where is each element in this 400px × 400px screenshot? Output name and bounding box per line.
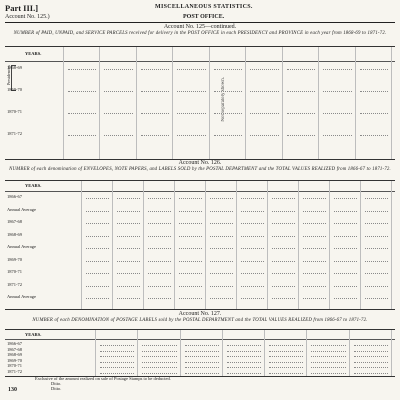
header-rule xyxy=(5,22,395,23)
table2-row-label: 1868-69 xyxy=(7,231,22,237)
table3-column-rule xyxy=(264,330,265,376)
table2-illegible-cell xyxy=(179,298,202,299)
table1-column-rule xyxy=(209,47,210,159)
table2-illegible-cell xyxy=(241,248,264,249)
table2-column-rule xyxy=(329,181,330,309)
table2-account: Account No. 126. xyxy=(178,160,222,166)
table3-illegible-cell xyxy=(142,356,176,357)
table2-illegible-cell xyxy=(241,223,264,224)
table3-illegible-cell xyxy=(269,351,303,352)
table2-illegible-cell xyxy=(86,211,109,212)
footnote-1: Exclusive of the amount realized on sale of Postage Stamps to be deducted. xyxy=(35,376,171,381)
table3-caption xyxy=(5,311,395,324)
table1-illegible-cell xyxy=(250,135,278,136)
table1-column-rule xyxy=(63,47,64,159)
table2-illegible-cell xyxy=(117,236,140,237)
footnote-3: Ditto. xyxy=(51,386,62,391)
table2-illegible-cell xyxy=(117,261,140,262)
table2-illegible-cell xyxy=(365,248,388,249)
table2-row-label: Annual Average xyxy=(7,294,37,299)
table3-illegible-cell xyxy=(354,373,388,374)
table3-year-header: YEARS. xyxy=(25,332,42,337)
table3-row-label: 1870-71 xyxy=(7,363,22,369)
table1-illegible-cell xyxy=(250,113,278,114)
table2-row-label: 1867-68 xyxy=(7,219,22,224)
table3-illegible-cell xyxy=(227,367,261,368)
table3-row-label: 1871-72 xyxy=(7,369,22,374)
table2-year-header: YEARS. xyxy=(25,183,42,188)
table2-illegible-cell xyxy=(210,286,233,287)
table3-illegible-cell xyxy=(185,362,219,363)
table2-illegible-cell xyxy=(303,236,326,237)
table1-illegible-cell xyxy=(104,91,132,92)
table1-illegible-cell xyxy=(68,91,96,92)
table2-illegible-cell xyxy=(148,198,171,199)
table2-illegible-cell xyxy=(241,298,264,299)
table2-illegible-cell xyxy=(303,273,326,274)
table3-title: NUMBER of each DENOMINATION of POSTAGE LABELS sold by the POSTAL DEPARTMENT and the TOTAL VALUES REALIZED from 1866-67 to 1871-72. xyxy=(32,317,368,323)
table2-illegible-cell xyxy=(86,198,109,199)
table1-illegible-cell xyxy=(177,135,205,136)
table2-column-rule xyxy=(298,181,299,309)
table2-illegible-cell xyxy=(117,273,140,274)
table3-illegible-cell xyxy=(100,356,134,357)
table2-illegible-cell xyxy=(303,261,326,262)
table1-illegible-cell xyxy=(250,69,278,70)
table2-column-rule xyxy=(391,181,392,309)
table1-illegible-cell xyxy=(360,69,388,70)
table1-caption xyxy=(5,24,395,37)
table2-illegible-cell xyxy=(365,211,388,212)
table2-illegible-cell xyxy=(334,248,357,249)
table3-illegible-cell xyxy=(100,345,134,346)
table3-illegible-cell xyxy=(269,345,303,346)
table3-illegible-cell xyxy=(185,367,219,368)
table1-column-rule xyxy=(282,47,283,159)
table3-illegible-cell xyxy=(354,351,388,352)
table1-rotated-note: Not separately shown. xyxy=(221,77,226,122)
table2-illegible-cell xyxy=(179,261,202,262)
table1-column-rule xyxy=(355,47,356,159)
table2-illegible-cell xyxy=(86,261,109,262)
table2-illegible-cell xyxy=(117,298,140,299)
table1-illegible-cell xyxy=(287,69,315,70)
table2-header-row xyxy=(5,181,395,192)
table2-illegible-cell xyxy=(148,248,171,249)
table1-row-label: 1871-72 xyxy=(7,131,22,136)
table2-illegible-cell xyxy=(365,286,388,287)
table1-illegible-cell xyxy=(177,69,205,70)
table2-illegible-cell xyxy=(334,298,357,299)
table3-illegible-cell xyxy=(185,345,219,346)
table1-illegible-cell xyxy=(287,113,315,114)
table2-illegible-cell xyxy=(179,236,202,237)
table2-illegible-cell xyxy=(303,298,326,299)
table2-column-rule xyxy=(236,181,237,309)
footnote-2: Ditto. xyxy=(51,381,62,386)
table3-illegible-cell xyxy=(269,362,303,363)
table3-row-label: 1868-69 xyxy=(7,352,22,358)
table1-illegible-cell xyxy=(360,135,388,136)
table2-illegible-cell xyxy=(148,273,171,274)
table1-illegible-cell xyxy=(68,69,96,70)
table2-illegible-cell xyxy=(334,198,357,199)
table1-title: NUMBER of PAID, UNPAID, and SERVICE PARCELS received for delivery in the POST OFFICE in each PRESIDENCY and PROVINCE in each year from 1868-69 to 1871-72. xyxy=(13,30,387,36)
table2-row-label: Annual Average xyxy=(7,244,37,249)
table2-illegible-cell xyxy=(148,211,171,212)
table2-illegible-cell xyxy=(117,223,140,224)
table2-illegible-cell xyxy=(334,236,357,237)
table3-column-rule xyxy=(306,330,307,376)
running-title: MISCELLANEOUS STATISTICS. xyxy=(155,4,253,10)
table2-illegible-cell xyxy=(334,261,357,262)
table2-illegible-cell xyxy=(272,298,295,299)
table2-row-label: 1870-71 xyxy=(7,269,22,274)
table2-illegible-cell xyxy=(303,248,326,249)
table2-illegible-cell xyxy=(272,273,295,274)
table1-illegible-cell xyxy=(68,135,96,136)
table3-illegible-cell xyxy=(354,362,388,363)
table2-illegible-cell xyxy=(86,273,109,274)
table2-illegible-cell xyxy=(365,223,388,224)
table3-column-rule xyxy=(391,330,392,376)
table2-illegible-cell xyxy=(272,286,295,287)
table3-illegible-cell xyxy=(269,373,303,374)
table2-illegible-cell xyxy=(334,211,357,212)
table1-illegible-cell xyxy=(323,135,351,136)
table3-row-label: 1866-67 xyxy=(7,341,22,346)
table1-illegible-cell xyxy=(323,91,351,92)
table2-illegible-cell xyxy=(179,273,202,274)
table3-illegible-cell xyxy=(311,356,345,357)
part-label: Part III.] xyxy=(5,3,39,13)
table2-illegible-cell xyxy=(179,211,202,212)
table1-illegible-cell xyxy=(214,69,242,70)
table1-illegible-cell xyxy=(214,113,242,114)
table1-row-label: 1869-70 xyxy=(7,87,22,92)
table3-illegible-cell xyxy=(142,367,176,368)
table3-illegible-cell xyxy=(311,367,345,368)
table2-illegible-cell xyxy=(86,298,109,299)
table2-illegible-cell xyxy=(117,248,140,249)
table3-illegible-cell xyxy=(142,345,176,346)
table3-column-rule xyxy=(95,330,96,376)
table2-illegible-cell xyxy=(210,223,233,224)
table1-row-label: 1868-69 xyxy=(7,65,22,70)
table1-illegible-cell xyxy=(141,113,169,114)
table2 xyxy=(5,180,395,310)
table2-illegible-cell xyxy=(210,261,233,262)
table3-column-rule xyxy=(349,330,350,376)
table1-illegible-cell xyxy=(104,135,132,136)
table1-illegible-cell xyxy=(323,69,351,70)
table3-account: Account No. 127. xyxy=(178,311,222,317)
table1-account: Account No. 125—continued. xyxy=(163,24,237,30)
table2-illegible-cell xyxy=(86,236,109,237)
table3-illegible-cell xyxy=(100,351,134,352)
table2-illegible-cell xyxy=(272,223,295,224)
table1-column-rule xyxy=(318,47,319,159)
table2-illegible-cell xyxy=(117,198,140,199)
table3-illegible-cell xyxy=(354,356,388,357)
table2-illegible-cell xyxy=(210,298,233,299)
table2-illegible-cell xyxy=(148,236,171,237)
table1-column-rule xyxy=(391,47,392,159)
table3-illegible-cell xyxy=(354,367,388,368)
table3-column-rule xyxy=(137,330,138,376)
table3-illegible-cell xyxy=(227,356,261,357)
table2-illegible-cell xyxy=(365,261,388,262)
table1-illegible-cell xyxy=(250,91,278,92)
table2-illegible-cell xyxy=(365,273,388,274)
table3-illegible-cell xyxy=(311,351,345,352)
table2-illegible-cell xyxy=(86,223,109,224)
table2-illegible-cell xyxy=(303,286,326,287)
table1-column-rule xyxy=(245,47,246,159)
table2-illegible-cell xyxy=(210,273,233,274)
table2-illegible-cell xyxy=(241,286,264,287)
table2-illegible-cell xyxy=(148,223,171,224)
table2-column-rule xyxy=(143,181,144,309)
page xyxy=(5,3,395,397)
table1-illegible-cell xyxy=(141,91,169,92)
table3-illegible-cell xyxy=(185,373,219,374)
table1-column-rule xyxy=(99,47,100,159)
table2-column-rule xyxy=(112,181,113,309)
table1-illegible-cell xyxy=(104,113,132,114)
table2-illegible-cell xyxy=(365,236,388,237)
table1-illegible-cell xyxy=(360,113,388,114)
section-title: POST OFFICE. xyxy=(183,14,225,20)
account-reference: Account No. 125.) xyxy=(5,14,50,20)
table2-illegible-cell xyxy=(86,248,109,249)
table1-illegible-cell xyxy=(287,91,315,92)
table3-illegible-cell xyxy=(185,351,219,352)
table2-illegible-cell xyxy=(148,261,171,262)
table2-caption xyxy=(5,160,395,173)
table3-illegible-cell xyxy=(311,373,345,374)
table1-row-label: 1870-71 xyxy=(7,109,22,114)
table2-illegible-cell xyxy=(210,198,233,199)
table2-illegible-cell xyxy=(272,236,295,237)
table1-illegible-cell xyxy=(323,113,351,114)
table2-illegible-cell xyxy=(148,298,171,299)
table3-column-rule xyxy=(180,330,181,376)
table2-illegible-cell xyxy=(334,273,357,274)
table3-illegible-cell xyxy=(142,351,176,352)
table3-row-label: 1869-70 xyxy=(7,357,22,363)
table1-illegible-cell xyxy=(104,69,132,70)
table3-illegible-cell xyxy=(311,362,345,363)
table2-illegible-cell xyxy=(148,286,171,287)
table2-illegible-cell xyxy=(241,261,264,262)
table2-illegible-cell xyxy=(241,273,264,274)
table1-column-rule xyxy=(136,47,137,159)
table2-illegible-cell xyxy=(334,286,357,287)
table2-illegible-cell xyxy=(241,198,264,199)
table3-illegible-cell xyxy=(185,356,219,357)
table3-illegible-cell xyxy=(227,351,261,352)
table2-column-rule xyxy=(174,181,175,309)
table2-illegible-cell xyxy=(179,248,202,249)
table2-column-rule xyxy=(360,181,361,309)
table2-column-rule xyxy=(205,181,206,309)
table2-illegible-cell xyxy=(210,236,233,237)
table2-row-label: 1869-70 xyxy=(7,256,22,262)
table1-illegible-cell xyxy=(177,113,205,114)
table2-column-rule xyxy=(267,181,268,309)
table2-illegible-cell xyxy=(117,211,140,212)
table1-column-rule xyxy=(172,47,173,159)
running-head xyxy=(5,3,395,14)
folio: 130 xyxy=(8,387,17,393)
table3-row-label: 1867-68 xyxy=(7,346,22,352)
table3-illegible-cell xyxy=(227,362,261,363)
table3-illegible-cell xyxy=(227,373,261,374)
table2-row-label: 1871-72 xyxy=(7,281,22,287)
table2-illegible-cell xyxy=(272,261,295,262)
table1-illegible-cell xyxy=(68,113,96,114)
table2-illegible-cell xyxy=(303,198,326,199)
table2-column-rule xyxy=(81,181,82,309)
table2-illegible-cell xyxy=(365,198,388,199)
table3 xyxy=(5,329,395,377)
table3-illegible-cell xyxy=(142,373,176,374)
table2-illegible-cell xyxy=(334,223,357,224)
table3-illegible-cell xyxy=(269,367,303,368)
table2-illegible-cell xyxy=(365,298,388,299)
table2-title: NUMBER of each denomination of ENVELOPES, NOTE PAPERS, and LABELS SOLD by the POSTAL DEPARTMENT and the TOTAL VALUES REALIZED from 1866-67 to 1871-72. xyxy=(9,166,391,172)
table2-illegible-cell xyxy=(303,223,326,224)
table3-illegible-cell xyxy=(269,356,303,357)
table3-illegible-cell xyxy=(100,373,134,374)
table2-illegible-cell xyxy=(210,211,233,212)
table2-illegible-cell xyxy=(272,198,295,199)
table2-illegible-cell xyxy=(179,223,202,224)
table2-illegible-cell xyxy=(210,248,233,249)
table3-illegible-cell xyxy=(100,362,134,363)
table2-row-label: Annual Average xyxy=(7,206,37,212)
table3-illegible-cell xyxy=(100,367,134,368)
table3-illegible-cell xyxy=(311,345,345,346)
table3-header-row xyxy=(5,330,395,340)
table3-column-rule xyxy=(222,330,223,376)
table2-illegible-cell xyxy=(272,211,295,212)
table2-illegible-cell xyxy=(117,286,140,287)
table2-illegible-cell xyxy=(241,211,264,212)
table1-illegible-cell xyxy=(360,91,388,92)
table2-illegible-cell xyxy=(272,248,295,249)
table1-illegible-cell xyxy=(141,135,169,136)
table2-illegible-cell xyxy=(86,286,109,287)
table1-illegible-cell xyxy=(141,69,169,70)
table1-illegible-cell xyxy=(177,91,205,92)
table1-year-header: YEARS. xyxy=(25,51,42,56)
table2-row-label: 1866-67 xyxy=(7,194,22,199)
table1 xyxy=(5,46,395,160)
table1-illegible-cell xyxy=(214,91,242,92)
table3-illegible-cell xyxy=(354,345,388,346)
table3-illegible-cell xyxy=(142,362,176,363)
table3-illegible-cell xyxy=(227,345,261,346)
table1-bracket-label: Presidencies xyxy=(6,65,11,85)
table2-illegible-cell xyxy=(179,198,202,199)
table2-illegible-cell xyxy=(303,211,326,212)
table1-illegible-cell xyxy=(287,135,315,136)
table2-illegible-cell xyxy=(179,286,202,287)
table2-illegible-cell xyxy=(241,236,264,237)
table1-illegible-cell xyxy=(214,135,242,136)
